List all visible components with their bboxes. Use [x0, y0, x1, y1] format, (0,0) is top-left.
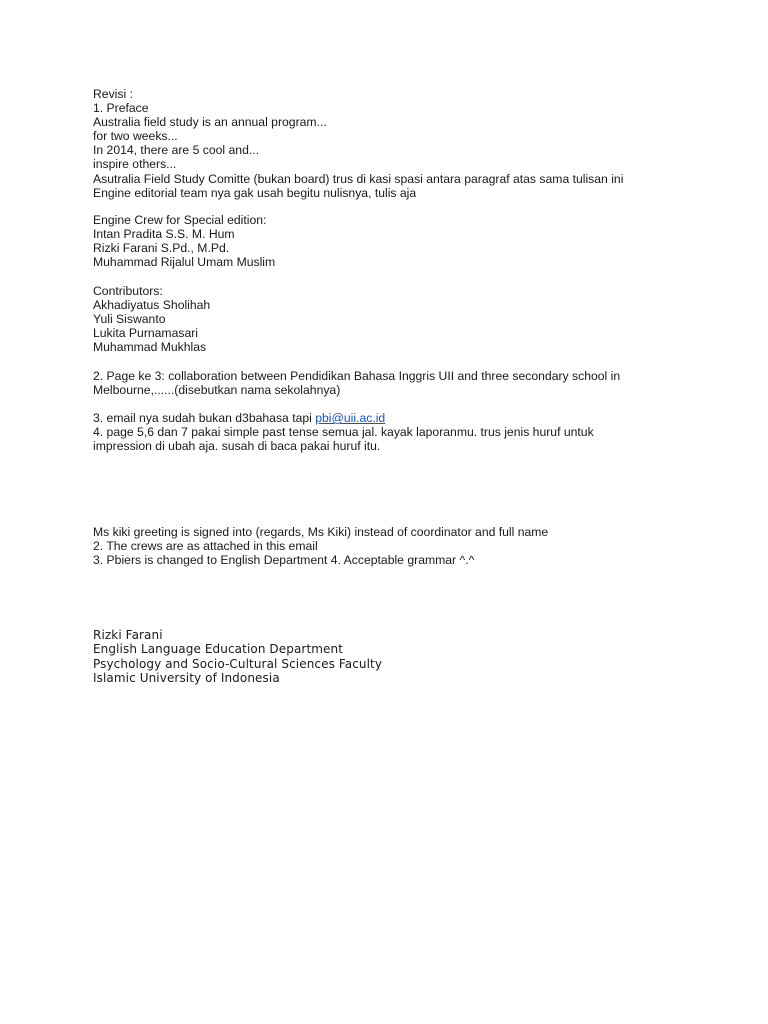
page567-line: impression di ubah aja. susah di baca pakai huruf itu. — [93, 439, 381, 454]
kiki-section — [93, 525, 693, 567]
page3-note — [93, 369, 693, 397]
revision-section — [93, 87, 693, 200]
email-note-text: 3. email nya sudah bukan d3bahasa tapi — [93, 411, 316, 425]
contributor-name: Yuli Siswanto — [93, 312, 166, 327]
revision-line: In 2014, there are 5 cool and... — [93, 143, 260, 158]
signature-department: English Language Education Department — [93, 642, 344, 657]
email-link[interactable]: pbi@uii.ac.id — [315, 411, 386, 425]
crew-section — [93, 213, 693, 269]
revision-line: 1. Preface — [93, 101, 149, 116]
crew-member: Rizki Farani S.Pd., M.Pd. — [93, 241, 230, 256]
contributor-name: Lukita Purnamasari — [93, 326, 198, 341]
crew-member: Intan Pradita S.S. M. Hum — [93, 227, 235, 242]
kiki-line: Ms kiki greeting is signed into (regards, Ms Kiki) instead of coordinator and full name — [93, 525, 549, 539]
contributors-heading: Contributors: — [93, 284, 163, 298]
revision-line: for two weeks... — [93, 129, 178, 144]
crew-heading: Engine Crew for Special edition: — [93, 213, 267, 227]
contributor-name: Muhammad Mukhlas — [93, 340, 207, 355]
contributors-section — [93, 284, 693, 354]
page3-line: Melbourne,......(disebutkan nama sekolahnya) — [93, 383, 341, 398]
revision-line: Australia field study is an annual program... — [93, 115, 327, 130]
signature-block — [93, 628, 693, 685]
email-note — [93, 411, 693, 425]
signature-name: Rizki Farani — [93, 628, 163, 642]
kiki-line: 2. The crews are as attached in this email — [93, 539, 318, 554]
crew-member: Muhammad Rijalul Umam Muslim — [93, 255, 276, 270]
revision-line: Engine editorial team nya gak usah begitu nulisnya, tulis aja — [93, 185, 417, 200]
signature-faculty: Psychology and Socio-Cultural Sciences Faculty — [93, 656, 383, 671]
revision-line: inspire others... — [93, 157, 177, 172]
email-section — [93, 411, 693, 453]
page3-line: 2. Page ke 3: collaboration between Pendidikan Bahasa Inggris UII and three secondary school in — [93, 369, 621, 383]
revision-line: Asutralia Field Study Comitte (bukan board) trus di kasi spasi antara paragraf atas sama tulisan ini — [93, 171, 624, 186]
revision-title: Revisi : — [93, 87, 133, 101]
page567-line: 4. page 5,6 dan 7 pakai simple past tense semua jal. kayak laporanmu. trus jenis huruf untuk — [93, 425, 594, 440]
signature-university: Islamic University of Indonesia — [93, 670, 280, 685]
contributor-name: Akhadiyatus Sholihah — [93, 298, 211, 313]
kiki-line: 3. Pbiers is changed to English Department 4. Acceptable grammar ^.^ — [93, 553, 475, 568]
